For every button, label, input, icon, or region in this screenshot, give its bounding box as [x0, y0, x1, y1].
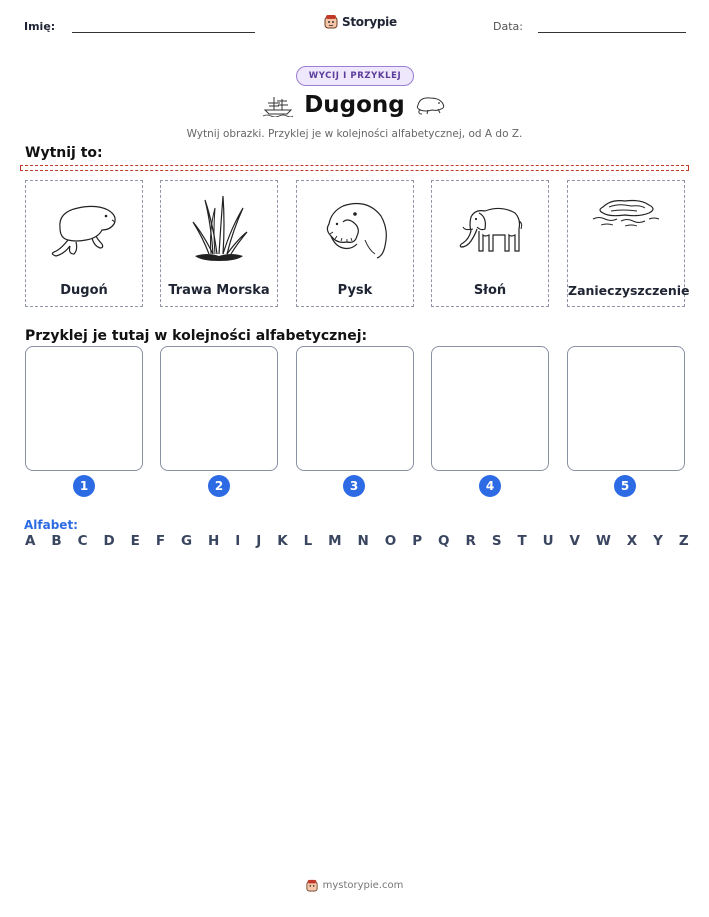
alphabet-letter: H: [208, 533, 220, 549]
alphabet-letter: P: [412, 533, 423, 549]
alphabet-letter: E: [130, 533, 140, 549]
alphabet-letter: I: [235, 533, 241, 549]
cut-card-pollution[interactable]: [567, 180, 690, 307]
cut-card-snout[interactable]: [296, 180, 414, 307]
snout-icon: [317, 196, 393, 262]
pollution-icon: [591, 193, 661, 233]
alphabet-letter: K: [277, 533, 288, 549]
alphabet-letter: N: [357, 533, 369, 549]
alphabet-letter: U: [542, 533, 554, 549]
alphabet-letter: J: [256, 533, 262, 549]
page-title: Dugong: [304, 92, 405, 118]
paste-slot-3[interactable]: [296, 346, 414, 471]
alphabet-letter: Y: [653, 533, 663, 549]
alphabet-letter: X: [626, 533, 638, 549]
paste-section-label: Przyklej je tutaj w kolejności alfabetycznej:: [25, 328, 368, 344]
card-caption: Trawa Morska: [168, 283, 270, 298]
slot-number: 3: [343, 475, 365, 497]
cut-line: [20, 165, 689, 171]
brand-name: Storypie: [342, 14, 397, 29]
brand: [324, 14, 397, 29]
seagrass-icon: [187, 194, 251, 264]
paste-slot-5[interactable]: [567, 346, 685, 471]
slot-number: 2: [208, 475, 230, 497]
alphabet-letter: V: [569, 533, 580, 549]
card-caption: Słoń: [473, 283, 507, 298]
alphabet-letter: B: [51, 533, 62, 549]
instructions: Wytnij obrazki. Przyklej je w kolejności alfabetycznej, od A do Z.: [186, 128, 523, 140]
cut-section-label: Wytnij to:: [25, 145, 103, 161]
footer-url[interactable]: mystorypie.com: [322, 880, 404, 891]
elephant-icon: [455, 199, 525, 259]
paste-slot-4[interactable]: [431, 346, 549, 471]
name-label: Imię:: [24, 20, 56, 33]
cut-card-seagrass[interactable]: [160, 180, 278, 307]
card-caption: Pysk: [337, 283, 373, 298]
card-caption: Dugoń: [60, 283, 108, 298]
alphabet-letter: Q: [438, 533, 450, 549]
date-line: [538, 32, 686, 33]
alphabet-letter: R: [465, 533, 476, 549]
alphabet-letter: L: [303, 533, 313, 549]
storypie-logo-icon: [324, 14, 338, 29]
alphabet-letter: F: [155, 533, 166, 549]
alphabet-letters: [25, 533, 689, 549]
cut-card-elephant[interactable]: [431, 180, 549, 307]
cut-card-dugong[interactable]: [25, 180, 143, 307]
alphabet-label: Alfabet:: [24, 518, 78, 532]
dugong-icon: [46, 198, 122, 260]
alphabet-letter: Z: [678, 533, 689, 549]
alphabet-letter: W: [595, 533, 611, 549]
card-caption: Zanieczyszczenie: [568, 283, 690, 298]
alphabet-letter: C: [77, 533, 88, 549]
alphabet-letter: D: [103, 533, 115, 549]
date-label: Data:: [493, 20, 523, 33]
storypie-logo-icon: [306, 879, 318, 892]
alphabet-letter: A: [25, 533, 36, 549]
alphabet-letter: O: [384, 533, 397, 549]
paste-slot-2[interactable]: [160, 346, 278, 471]
slot-number: 4: [479, 475, 501, 497]
paste-slot-1[interactable]: [25, 346, 143, 471]
slot-number: 5: [614, 475, 636, 497]
footer: [0, 879, 709, 892]
alphabet-letter: G: [180, 533, 193, 549]
dugong-small-icon: [414, 93, 448, 117]
activity-badge: WYCIJ I PRZYKLEJ: [296, 66, 414, 86]
alphabet-letter: S: [491, 533, 502, 549]
name-line: [72, 32, 255, 33]
alphabet-letter: M: [328, 533, 342, 549]
slot-number: 1: [73, 475, 95, 497]
alphabet-letter: T: [517, 533, 527, 549]
